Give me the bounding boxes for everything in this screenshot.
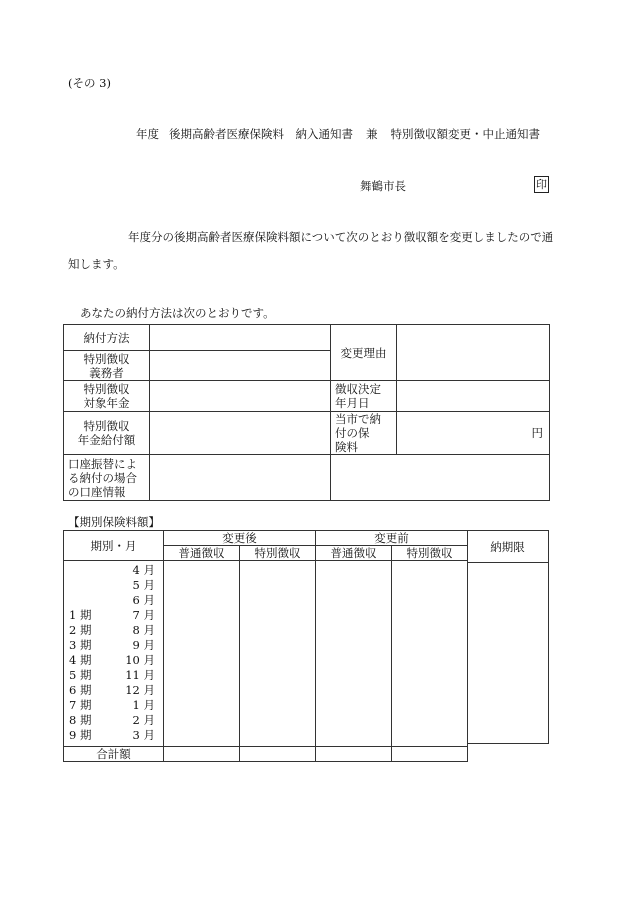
table-row: 9 期 3 月 [69,728,155,742]
total-after-normal [164,747,240,762]
method-value [150,325,331,351]
table-row: 6 期 12 月 [69,683,155,697]
period-heading: 【期別保険料額】 [68,515,160,529]
obligor-value [150,351,331,381]
reason-value [397,325,550,381]
table-row: 1 期 7 月 [69,608,155,622]
due-date-table [467,530,549,744]
period-premium-table [63,530,468,762]
payment-method-table [63,324,550,501]
document-title [136,126,540,142]
col-before: 変更前 [316,531,468,546]
city-paid-label: 当市で納付の保 険料 [331,412,397,455]
obligor-label: 特別徴収 義務者 [64,351,150,381]
title-year: 年度 [136,127,159,141]
col-after-normal: 普通徴収 [164,546,240,561]
before-normal-values [316,561,392,747]
total-before-special [392,747,468,762]
yen-unit: 円 [531,426,543,440]
account-label: 口座振替によ る納付の場合 の口座情報 [64,455,150,501]
title-and: 兼 [366,127,378,141]
col-before-special: 特別徴収 [392,546,468,561]
col-after: 変更後 [164,531,316,546]
col-after-special: 特別徴収 [240,546,316,561]
account-value [150,455,331,501]
method-label: 納付方法 [64,325,150,351]
title-main: 後期高齢者医療保険料 納入通知書 [169,127,353,141]
before-special-values [392,561,468,747]
body-line-2: 知します。 [68,257,125,271]
table-row: 5 月 [132,578,155,592]
col-before-normal: 普通徴収 [316,546,392,561]
pension-amount-value [150,412,331,455]
table-row: 8 期 2 月 [69,713,155,727]
after-normal-values [164,561,240,747]
period-list [64,561,164,747]
body-line-1: 年度分の後期高齢者医療保険料額について次のとおり徴収額を変更しましたので通 [128,230,554,244]
col-due: 納期限 [467,531,549,563]
decision-date-label: 徴収決定年月日 [331,381,397,412]
title-sub: 特別徴収額変更・中止通知書 [390,127,540,141]
table-row: 6 月 [132,593,155,607]
pension-amount-label: 特別徴収 年金給付額 [64,412,150,455]
city-paid-value [397,412,550,455]
payment-method-intro: あなたの納付方法は次のとおりです。 [80,306,275,320]
decision-date-value [397,381,550,412]
form-number: (その 3) [68,76,111,90]
issuer: 舞鶴市長 [360,179,406,193]
table-row: 4 月 [132,563,155,577]
total-before-normal [316,747,392,762]
account-extra [331,455,550,501]
pension-value [150,381,331,412]
reason-label: 変更理由 [331,325,397,381]
table-row: 3 期 9 月 [69,638,155,652]
table-row: 7 期 1 月 [69,698,155,712]
table-row: 4 期 10 月 [69,653,155,667]
table-row: 5 期 11 月 [69,668,155,682]
due-date-values [467,563,549,744]
pension-label: 特別徴収 対象年金 [64,381,150,412]
total-label: 合計額 [64,747,164,762]
after-special-values [240,561,316,747]
table-row: 2 期 8 月 [69,623,155,637]
seal-mark: 印 [536,178,547,191]
col-period-month: 期別・月 [64,531,164,561]
total-after-special [240,747,316,762]
